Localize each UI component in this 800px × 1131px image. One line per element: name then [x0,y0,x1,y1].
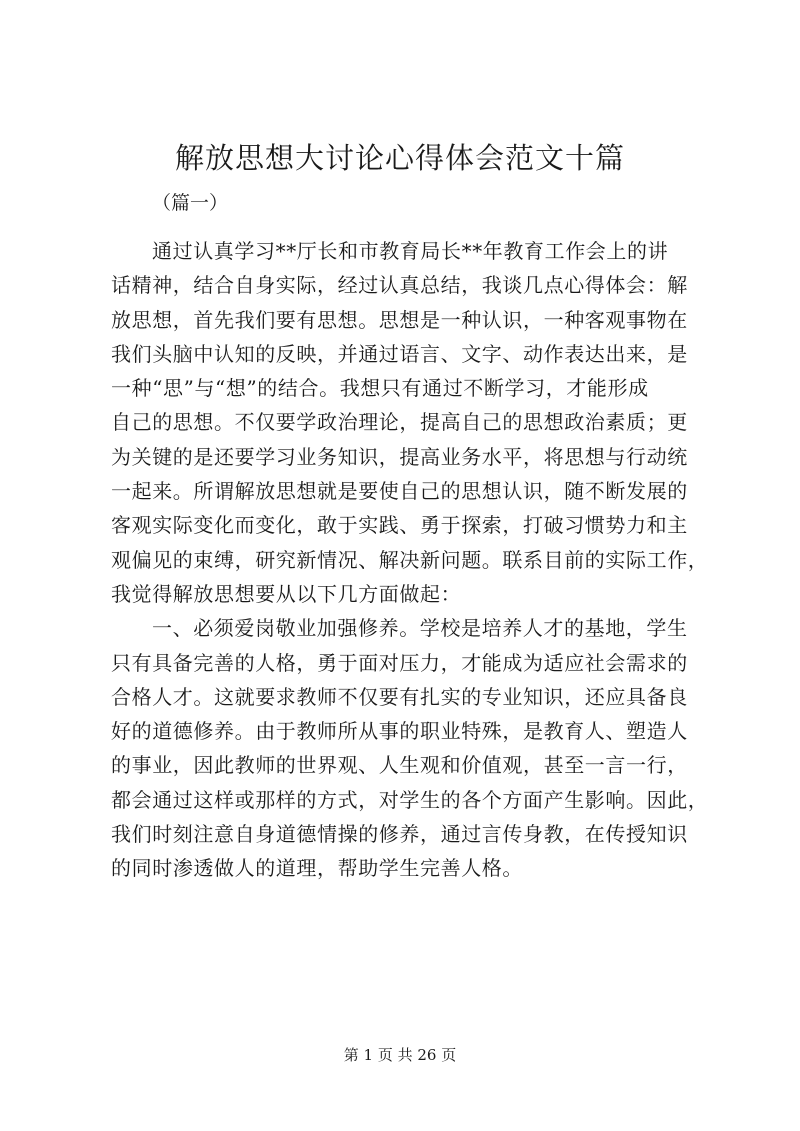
paragraph-line: 只有具备完善的人格，勇于面对压力，才能成为适应社会需求的 [111,650,688,675]
paragraph-line: 都会通过这样或那样的方式，对学生的各个方面产生影响。因此， [111,787,709,812]
section-label: （篇一） [152,192,229,214]
paragraph-line: 我觉得解放思想要从以下几方面做起： [111,581,462,606]
paragraph-line: 我们时刻注意自身道德情操的修养，通过言传身教，在传授知识 [111,822,688,847]
paragraph-line: 好的道德修养。由于教师所从事的职业特殊，是教育人、塑造人 [111,719,688,744]
paragraph-line: 客观实际变化而变化，敢于实践、勇于探索，打破习惯势力和主 [111,513,688,538]
paragraph-line: 为关键的是还要学习业务知识，提高业务水平，将思想与行动统 [111,444,688,469]
document-title: 解放思想大讨论心得体会范文十篇 [174,141,625,175]
paragraph-line: 我们头脑中认知的反映，并通过语言、文字、动作表达出来，是 [111,341,688,366]
page-footer: 第 1 页 共 26 页 [343,1046,457,1064]
paragraph-line: 的同时渗透做人的道理，帮助学生完善人格。 [111,856,523,881]
paragraph-line: 通过认真学习**厅长和市教育局长**年教育工作会上的讲 [152,239,669,263]
paragraph-line: 一起来。所谓解放思想就是要使自己的思想认识，随不断发展的 [111,479,688,504]
paragraph-line: 合格人才。这就要求教师不仅要有扎实的专业知识，还应具备良 [111,684,688,709]
body-text [111,234,709,886]
paragraph-line: 话精神，结合自身实际，经过认真总结，我谈几点心得体会：解 [111,273,688,298]
paragraph-line: 一、必须爱岗敬业加强修养。学校是培养人才的基地，学生 [152,616,688,641]
paragraph-line: 自己的思想。不仅要学政治理论，提高自己的思想政治素质；更 [111,410,688,435]
paragraph-line: 观偏见的束缚，研究新情况、解决新问题。联系目前的实际工作， [111,547,709,572]
paragraph-line: 的事业，因此教师的世界观、人生观和价值观，甚至一言一行， [111,753,688,778]
paragraph-line: 一种“思”与“想”的结合。我想只有通过不断学习，才能形成 [111,376,649,401]
paragraph-line: 放思想，首先我们要有思想。思想是一种认识，一种客观事物在 [111,307,688,332]
